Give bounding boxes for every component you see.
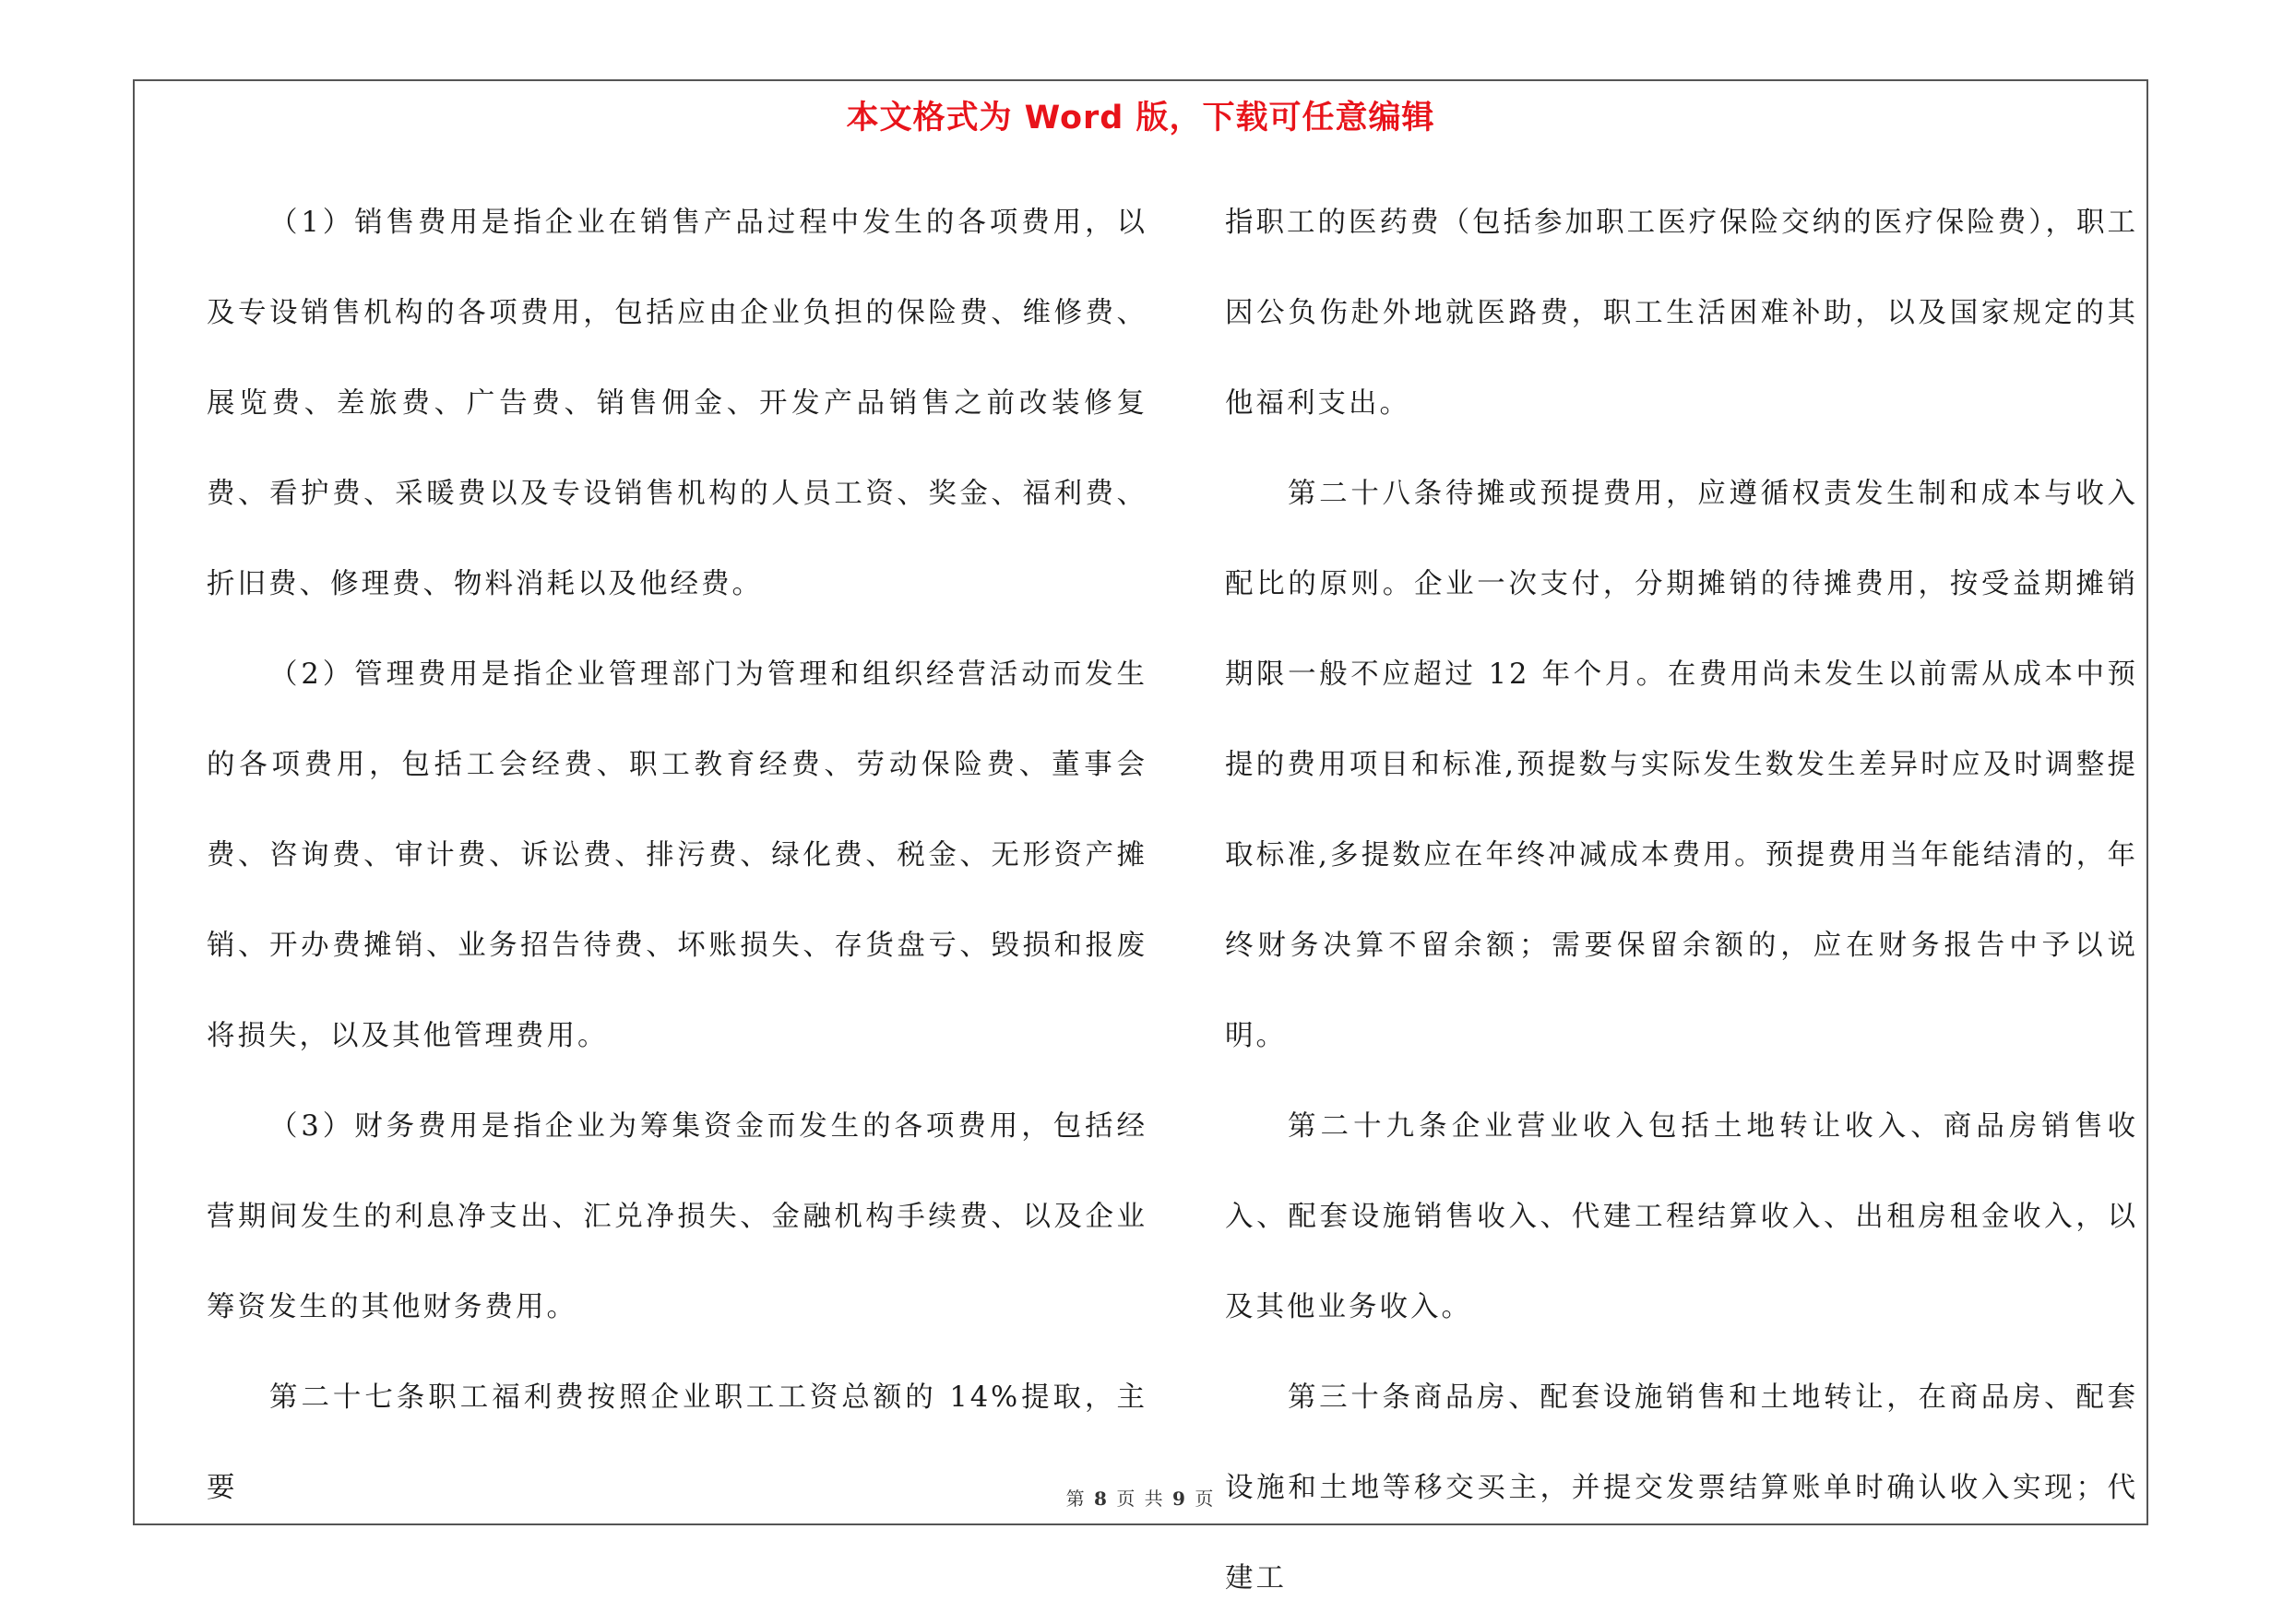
- left-column: [207, 178, 1147, 1534]
- current-page-number: 8: [1094, 1488, 1109, 1510]
- paragraph-article-27: 第二十七条职工福利费按照企业职工工资总额的 14%提取，主要: [207, 1381, 1147, 1504]
- paragraph-admin-expenses: （2）管理费用是指企业管理部门为管理和组织经营活动而发生的各项费用，包括工会经费、职工教育经费、劳动保险费、董事会费、咨询费、审计费、诉讼费、排污费、绿化费、税金、无形资产摊销、开办费摊销、业务招告待费、坏账损失、存货盘亏、毁损和报废将损失，以及其他管理费用。: [207, 658, 1147, 1052]
- header-banner: 本文格式为 Word 版，下载可任意编辑: [846, 100, 1435, 136]
- paragraph-selling-expenses: （1）销售费用是指企业在销售产品过程中发生的各项费用，以及专设销售机构的各项费用，包括应由企业负担的保险费、维修费、展览费、差旅费、广告费、销售佣金、开发产品销售之前改装修复费、看护费、采暖费以及专设销售机构的人员工资、奖金、福利费、折旧费、修理费、物料消耗以及他经费。: [207, 207, 1147, 600]
- document-page: [133, 79, 2148, 1594]
- paragraph-article-27-continued: 指职工的医药费（包括参加职工医疗保险交纳的医疗保险费），职工因公负伤赴外地就医路费，职工生活困难补助，以及国家规定的其他福利支出。: [1225, 207, 2138, 420]
- paragraph-finance-expenses: （3）财务费用是指企业为筹集资金而发生的各项费用，包括经营期间发生的利息净支出、汇兑净损失、金融机构手续费、以及企业筹资发生的其他财务费用。: [207, 1110, 1147, 1323]
- total-page-number: 9: [1172, 1488, 1187, 1510]
- paragraph-article-30: 第三十条商品房、配套设施销售和土地转让，在商品房、配套设施和土地等移交买主，并提交发票结算账单时确认收入实现；代建工: [1225, 1381, 2138, 1594]
- footer-prefix: 第: [1065, 1488, 1087, 1510]
- paragraph-article-28: 第二十八条待摊或预提费用，应遵循权责发生制和成本与收入配比的原则。企业一次支付，分期摊销的待摊费用，按受益期摊销期限一般不应超过 12 年个月。在费用尚未发生以前需从成本中预提的费用项目和标准,预提数与实际发生数发生差异时应及时调整提取标准,多提数应在年终冲减成本费用。预提费用当年能结清的，年终财务决算不留余额；需要保留余额的，应在财务报告中予以说明。: [1225, 478, 2138, 1052]
- right-column: [1225, 178, 2138, 1624]
- page-footer: [135, 1484, 2146, 1511]
- paragraph-article-29: 第二十九条企业营业收入包括土地转让收入、商品房销售收入、配套设施销售收入、代建工程结算收入、出租房租金收入，以及其他业务收入。: [1225, 1110, 2138, 1323]
- footer-suffix: 页: [1195, 1488, 1216, 1510]
- footer-middle: 页 共: [1116, 1488, 1165, 1510]
